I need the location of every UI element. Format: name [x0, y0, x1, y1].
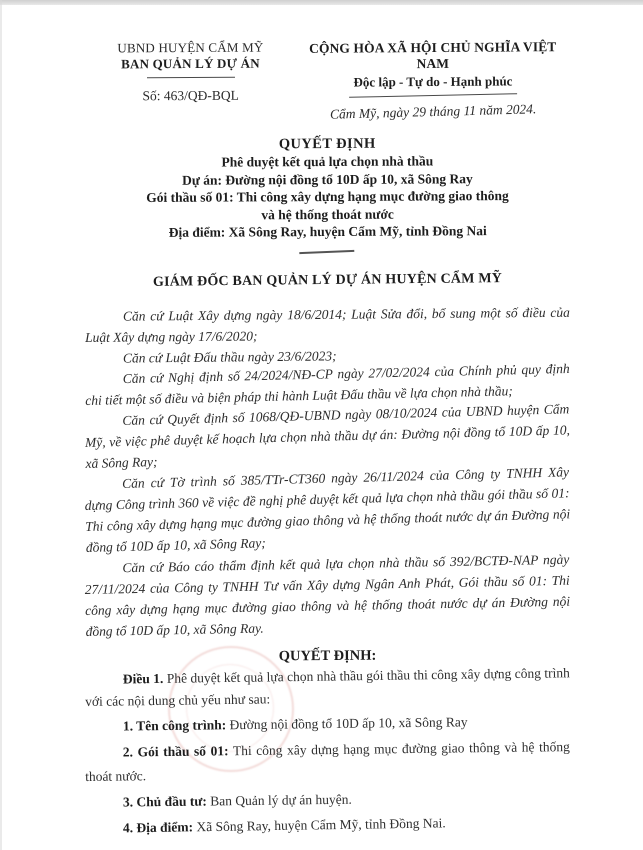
recital-paragraph: Căn cứ Quyết định số 1068/QĐ-UBND ngày 08/10/2024 của UBND huyện Cẩm Mỹ, về việc phê duyệt kế hoạch lựa chọn nhà thầu dự án: Đường nội đồng tổ 10D ấp 10, xã Sông Ray;	[84, 400, 571, 471]
decision-item-2	[85, 735, 571, 789]
parent-agency-name: UBND HUYỆN CẨM MỸ	[117, 39, 264, 56]
title-subline-3: Gói thầu số 01: Thi công xây dựng hạng mục đường giao thông	[146, 188, 509, 205]
decision-item-3-text: Ban Quản lý dự án huyện.	[210, 791, 352, 808]
title-subline-1: Phê duyệt kết quả lựa chọn nhà thầu	[221, 153, 434, 170]
title-separator-line	[299, 249, 354, 253]
recital-paragraph: Căn cứ Luật Xây dựng ngày 18/6/2014; Luật Sửa đổi, bổ sung một số điều của Luật Xây dựng ngày 17/6/2020;	[85, 304, 570, 345]
document-title: QUYẾT ĐỊNH	[278, 135, 376, 153]
motto-underline	[349, 93, 517, 98]
agency-underline	[147, 77, 235, 78]
article-1-paragraph	[85, 662, 571, 713]
decision-heading: QUYẾT ĐỊNH:	[278, 647, 377, 664]
decision-item-2-label: 2. Gói thầu số 01:	[122, 742, 229, 760]
decision-item-4-text: Xã Sông Ray, huyện Cẩm Mỹ, tỉnh Đồng Nai.	[196, 814, 446, 834]
document-title-block	[85, 135, 571, 254]
decision-item-1	[85, 709, 570, 739]
national-motto: Độc lập - Tự do - Hạnh phúc	[353, 73, 513, 90]
decision-item-2-text: Thi công xây dựng hạng mục đường giao thông và hệ thống thoát nước.	[85, 738, 570, 784]
authority-heading: GIÁM ĐỐC BAN QUẢN LÝ DỰ ÁN HUYỆN CẨM MỸ	[152, 270, 503, 290]
decision-item-4-label: 4. Địa điểm:	[122, 818, 194, 835]
recital-paragraph: Căn cứ Nghị định số 24/2024/NĐ-CP ngày 27/02/2024 của Chính phủ quy định chi tiết một số điều và biện pháp thi hành Luật Đấu thầu về lựa chọn nhà thầu;	[85, 360, 570, 408]
article-1-text: Phê duyệt kết quả lựa chọn nhà thầu gói thầu thi công xây dựng công trình với các nội dung chủ yếu như sau:	[85, 664, 570, 709]
article-1-label: Điều 1.	[122, 670, 164, 686]
recital-paragraph: Căn cứ Tờ trình số 385/TTr-CT360 ngày 26/11/2024 của Công ty TNHH Xây dựng Công trình 360 về việc đề nghị phê duyệt kết quả lựa chọn nhà thầu gói thầu số 01: Thi công xây dựng hạng mục đường giao thông và hệ thống thoát nước dự án Đường nội đồng tổ 10D ấp 10, xã Sông Ray;	[84, 463, 571, 555]
title-subline-5: Địa điểm: Xã Sông Ray, huyện Cẩm Mỹ, tỉnh Đồng Nai	[168, 223, 487, 240]
recital-paragraph: Căn cứ Luật Đấu thầu ngày 23/6/2023;	[122, 347, 337, 366]
national-title: CỘNG HÒA XÃ HỘI CHỦ NGHĨA VIỆT NAM	[309, 39, 557, 72]
document-number: Số: 463/QĐ-BQL	[142, 87, 239, 104]
recital-paragraph: Căn cứ Báo cáo thẩm định kết quả lựa chọn nhà thầu số 392/BCTĐ-NAP ngày 27/11/2024 của Công ty TNHH Tư vấn Xây dựng Ngân Anh Phát, Gói thầu số 01: Thi công xây dựng hạng mục đường giao thông và hệ thống thoát nước dự án Đường nội đồng tổ 10D ấp 10, xã Sông Ray.	[84, 551, 571, 639]
issuing-agency-block	[85, 39, 296, 120]
place-date-line: Cẩm Mỹ, ngày 29 tháng 11 năm 2024.	[329, 101, 537, 122]
title-subline-2: Dự án: Đường nội đồng tổ 10D ấp 10, xã Sông Ray	[182, 170, 473, 188]
decision-item-1-label: 1. Tên công trình:	[122, 716, 227, 734]
national-motto-block	[296, 39, 570, 121]
title-subline-4: và hệ thống thoát nước	[261, 206, 394, 222]
document-header	[85, 40, 570, 120]
decision-item-3-label: 3. Chủ đầu tư:	[122, 793, 207, 810]
decision-item-1-text: Đường nội đồng tổ 10D ấp 10, xã Sông Ray	[229, 713, 468, 732]
recitals-section	[85, 306, 570, 642]
issuing-agency-name: BAN QUẢN LÝ DỰ ÁN	[121, 55, 260, 72]
